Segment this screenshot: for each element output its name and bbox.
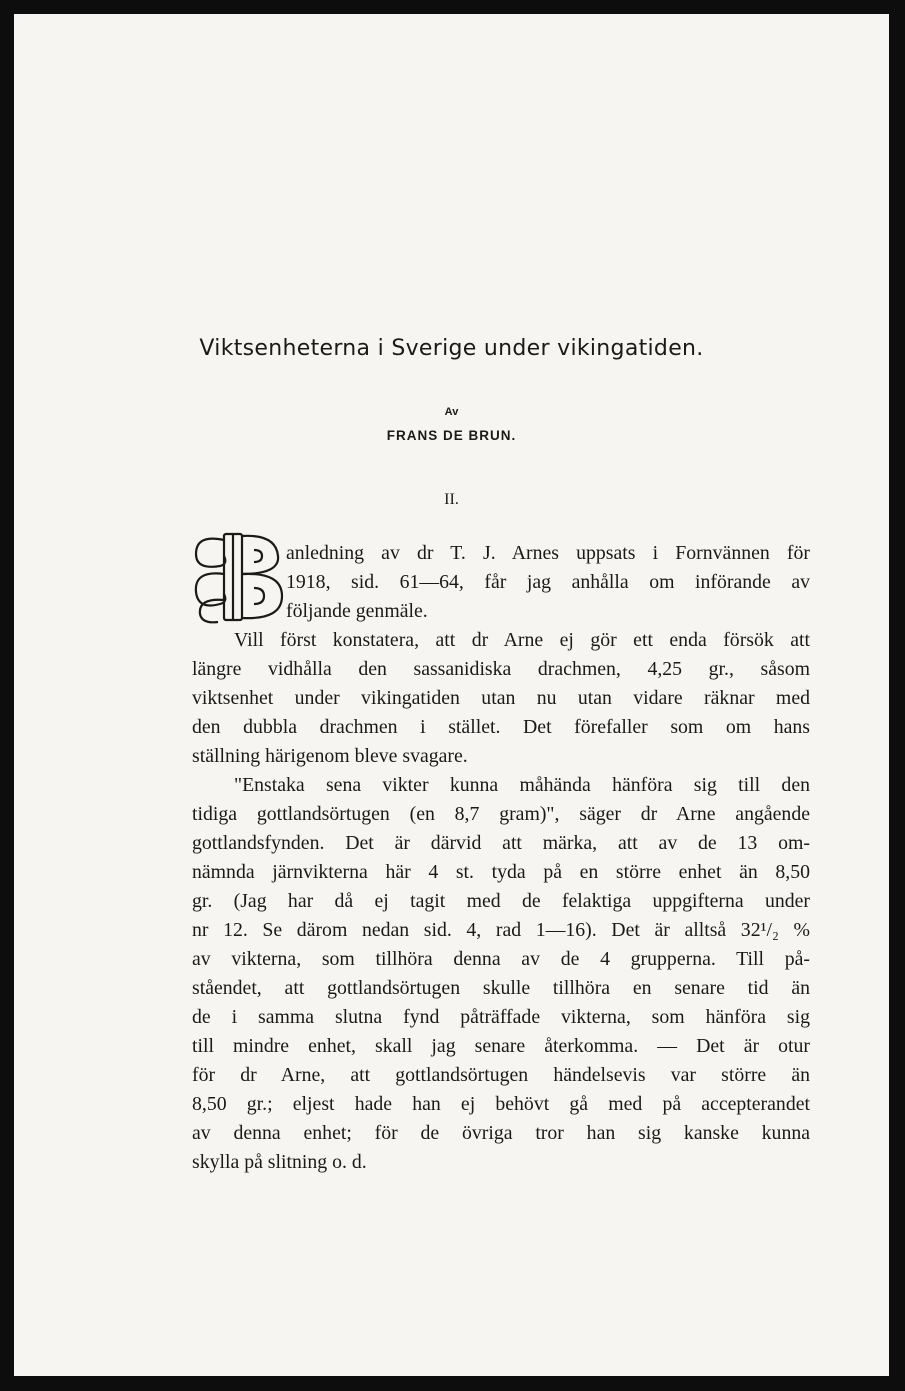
text-line: för dr Arne, att gottlandsörtugen händelsevis var större än — [192, 1064, 810, 1086]
author-name: FRANS DE BRUN. — [386, 428, 517, 443]
text-line: anledning av dr T. J. Arnes uppsats i Fornvännen för — [286, 542, 810, 564]
article-title: Viktsenheterna i Sverige under vikingatiden. — [199, 336, 704, 361]
text-line: ställning härigenom bleve svagare. — [192, 745, 468, 767]
text-line: gr. (Jag har då ej tagit med de felaktiga uppgifterna under — [192, 890, 810, 912]
text-line: nämnda järnvikterna här 4 st. tyda på en större enhet än 8,50 — [192, 861, 810, 883]
text-line: "Enstaka sena vikter kunna måhända hänföra sig till den — [234, 774, 810, 796]
ornamental-initial-b — [192, 530, 292, 624]
text-line: av vikterna, som tillhöra denna av de 4 grupperna. Till på- — [192, 948, 810, 970]
text-line: gottlandsfynden. Det är därvid att märka, att av de 13 om- — [192, 832, 810, 854]
text-line: längre vidhålla den sassanidiska drachmen, 4,25 gr., såsom — [192, 658, 810, 680]
text-line: följande genmäle. — [286, 600, 428, 622]
text-line: 8,50 gr.; eljest hade han ej behövt gå med på accepterandet — [192, 1093, 810, 1115]
document-page — [14, 14, 889, 1376]
text-line: de i samma slutna fynd påträffade vikterna, som hänföra sig — [192, 1006, 810, 1028]
text-line: skylla på slitning o. d. — [192, 1151, 367, 1173]
text-line: tidiga gottlandsörtugen (en 8,7 gram)", säger dr Arne angående — [192, 803, 810, 825]
text-line: ståendet, att gottlandsörtugen skulle tillhöra en senare tid än — [192, 977, 810, 999]
text-line: nr 12. Se därom nedan sid. 4, rad 1—16). Det är alltså 32¹/₂ % — [192, 919, 810, 941]
text-line: Vill först konstatera, att dr Arne ej gör ett enda försök att — [234, 629, 810, 651]
text-line: av denna enhet; för de övriga tror han sig kanske kunna — [192, 1122, 810, 1144]
text-line: till mindre enhet, skall jag senare återkomma. — Det är otur — [192, 1035, 810, 1057]
text-line: 1918, sid. 61—64, får jag anhålla om införande av — [286, 571, 810, 593]
text-line: den dubbla drachmen i stället. Det förefaller som om hans — [192, 716, 810, 738]
section-number: II. — [444, 491, 459, 508]
text-line: viktsenhet under vikingatiden utan nu utan vidare räknar med — [192, 687, 810, 709]
byline: Av — [444, 406, 459, 418]
